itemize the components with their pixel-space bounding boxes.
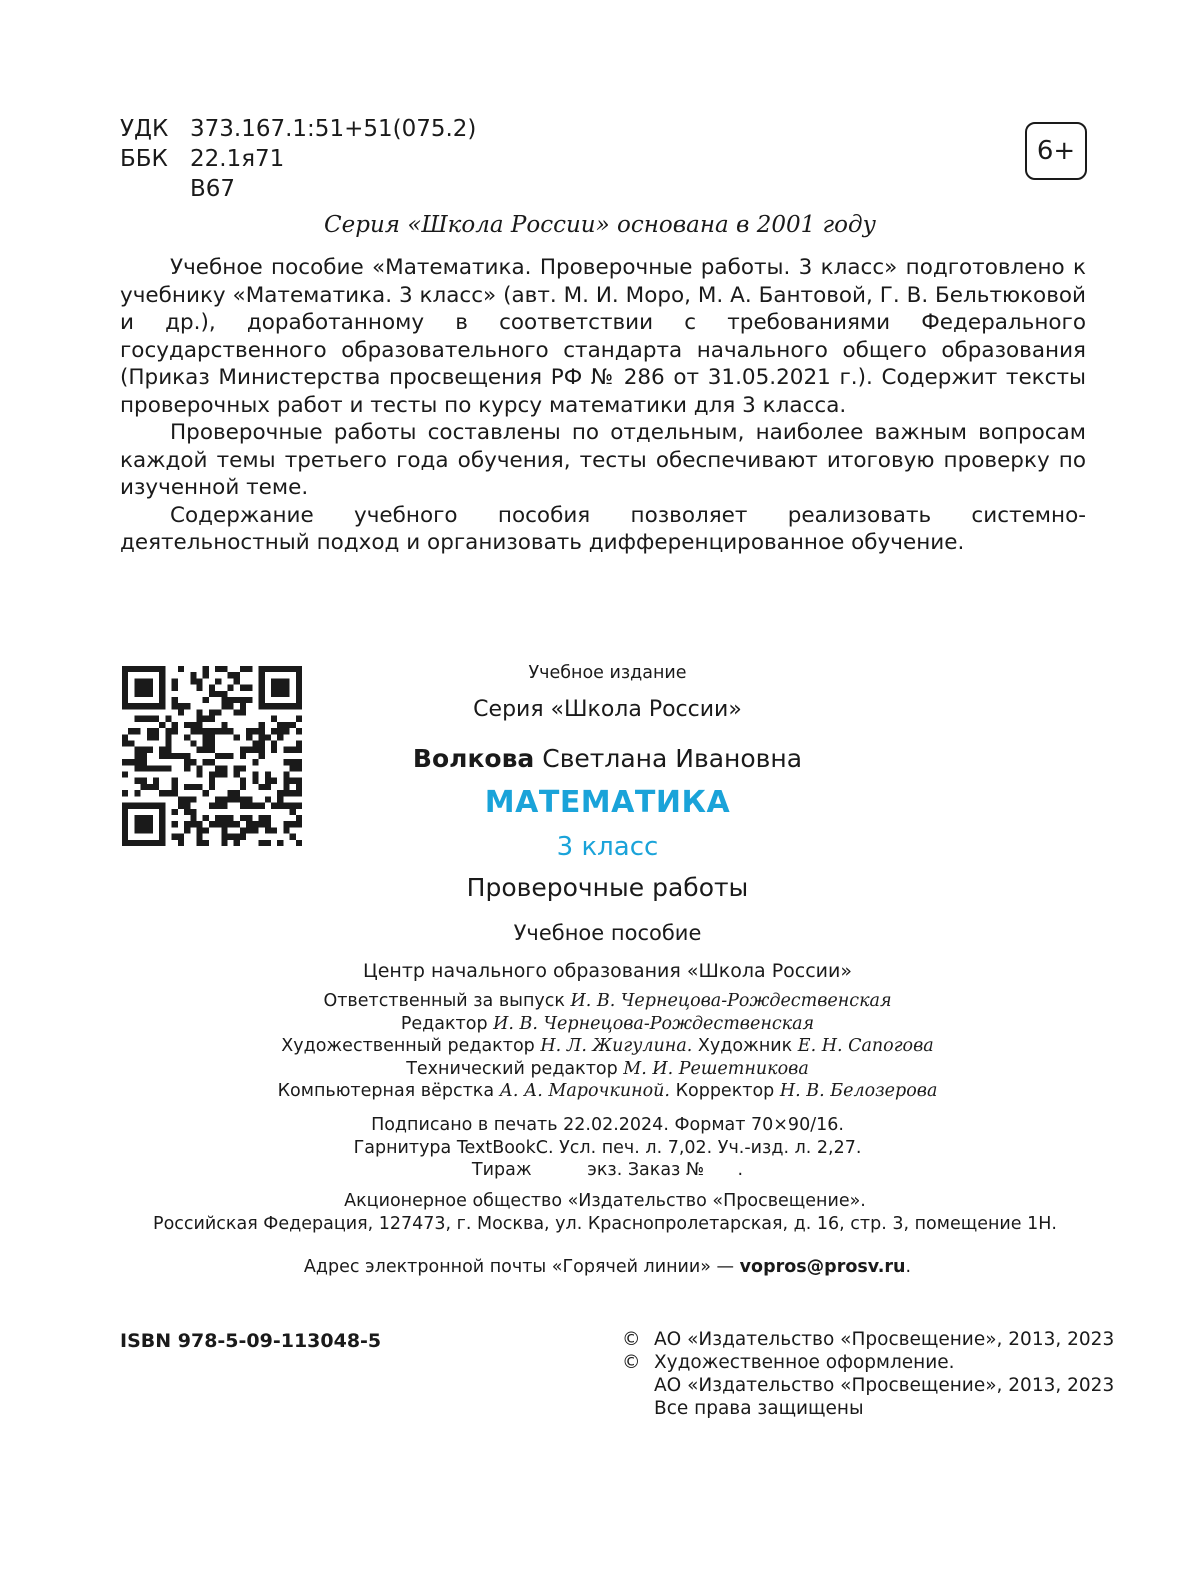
author-name: Светлана Ивановна <box>542 744 803 773</box>
bbk-key: ББК <box>120 146 168 172</box>
print-line: Подписано в печать 22.02.2024. Формат 70×90/16. <box>371 1115 844 1135</box>
credit-line <box>230 990 985 1013</box>
credit-name: А. А. Марочкиной. <box>499 1081 670 1101</box>
annotation-paragraph: Учебное пособие «Математика. Проверочные работы. 3 класс» подготовлено к учебнику «Математика. 3 класс» (авт. М. И. Моро, М. А. Бантовой, Г. В. Бельтюковой и др.), доработанному в соответствии с требованиями Федерального государственного образовательного стандарта начального общего образования (Приказ Министерства просвещения РФ № 286 от 31.05.2021 г.). Содержит тексты проверочных работ и тесты по курсу математики для 3 класса. <box>120 255 1086 418</box>
copyright-text: Художественное оформление. <box>654 1352 955 1373</box>
credit-name: Н. В. Белозерова <box>779 1081 938 1101</box>
copyright-line <box>622 1374 1114 1397</box>
credit-line <box>230 1080 985 1103</box>
udk-value: 373.167.1:51+51(075.2) <box>190 116 477 142</box>
bbk-value: 22.1я71 <box>190 146 285 172</box>
print-line: Тираж экз. Заказ № . <box>471 1160 744 1180</box>
annotation-paragraph: Содержание учебного пособия позволяет реализовать системно-деятельностный подход и организовать дифференцированное обучение. <box>120 502 1086 555</box>
copyright-line <box>622 1328 1114 1351</box>
copyright-icon: © <box>622 1352 641 1373</box>
copyright <box>622 1328 1114 1420</box>
credit-name: И. В. Чернецова-Рождественская <box>570 991 892 1011</box>
hotline-email-link[interactable]: vopros@prosv.ru <box>739 1257 906 1277</box>
credit-role: Корректор <box>675 1081 775 1101</box>
udk-row <box>120 114 476 144</box>
author-mark-value: В67 <box>190 176 236 202</box>
credit-name: М. И. Решетникова <box>623 1058 809 1079</box>
credit-role: Редактор <box>400 1013 488 1034</box>
credit-role: Компьютерная вёрстка <box>277 1081 495 1101</box>
credit-role: Художник <box>697 1036 793 1056</box>
book-subtitle: Проверочные работы <box>466 873 749 902</box>
education-center: Центр начального образования «Школа России» <box>362 960 853 982</box>
hotline <box>230 1256 985 1279</box>
copyright-text: Все права защищены <box>654 1398 864 1419</box>
grade: 3 класс <box>556 832 659 862</box>
print-details <box>230 1114 985 1182</box>
credits <box>230 990 985 1103</box>
udk-key: УДК <box>120 116 169 142</box>
book-title: МАТЕМАТИКА <box>484 785 731 820</box>
publisher-info <box>100 1190 1110 1235</box>
classification-codes <box>120 114 476 204</box>
hotline-label: Адрес электронной почты «Горячей линии» — <box>303 1257 735 1277</box>
author <box>230 744 985 773</box>
credit-line <box>230 1013 985 1036</box>
copyright-text: АО «Издательство «Просвещение», 2013, 2023 <box>654 1375 1115 1396</box>
copyright-icon: © <box>622 1329 641 1350</box>
copyright-text: АО «Издательство «Просвещение», 2013, 2023 <box>654 1329 1115 1350</box>
publisher-address: Российская Федерация, 127473, г. Москва, ул. Краснопролетарская, д. 16, стр. 3, помещение 1Н. <box>153 1213 1057 1234</box>
copyright-line <box>622 1351 1114 1374</box>
annotation <box>120 254 1086 557</box>
print-line: Гарнитура TextBookC. Усл. печ. л. 7,02. Уч.-изд. л. 2,27. <box>353 1137 862 1158</box>
bbk-row <box>120 144 476 174</box>
annotation-paragraph: Проверочные работы составлены по отдельным, наиболее важным вопросам каждой темы третьего года обучения, тесты обеспечивают итоговую проверку по изученной теме. <box>120 420 1086 500</box>
edition-type: Учебное издание <box>528 663 687 683</box>
publisher-name: Акционерное общество «Издательство «Просвещение». <box>344 1191 866 1211</box>
copyright-line <box>622 1397 1114 1420</box>
author-mark-key <box>120 174 190 204</box>
credit-name: И. В. Чернецова-Рождественская <box>493 1013 815 1034</box>
age-rating-badge: 6+ <box>1025 122 1087 180</box>
credit-line <box>230 1035 985 1058</box>
credit-role: Художественный редактор <box>281 1036 535 1056</box>
credit-role: Технический редактор <box>406 1058 618 1079</box>
credit-name: Е. Н. Сапогова <box>797 1036 934 1056</box>
isbn: ISBN 978-5-09-113048-5 <box>120 1330 382 1352</box>
imprint-series: Серия «Школа России» <box>473 697 742 722</box>
author-surname: Волкова <box>412 744 535 773</box>
hotline-end: . <box>905 1257 912 1277</box>
author-mark-row <box>120 174 476 204</box>
series-note: Серия «Школа России» основана в 2001 году <box>324 212 876 238</box>
credit-name: Н. Л. Жигулина. <box>540 1036 693 1056</box>
credit-role: Ответственный за выпуск <box>323 991 565 1011</box>
credit-line <box>230 1058 985 1081</box>
document-type: Учебное пособие <box>513 921 702 945</box>
